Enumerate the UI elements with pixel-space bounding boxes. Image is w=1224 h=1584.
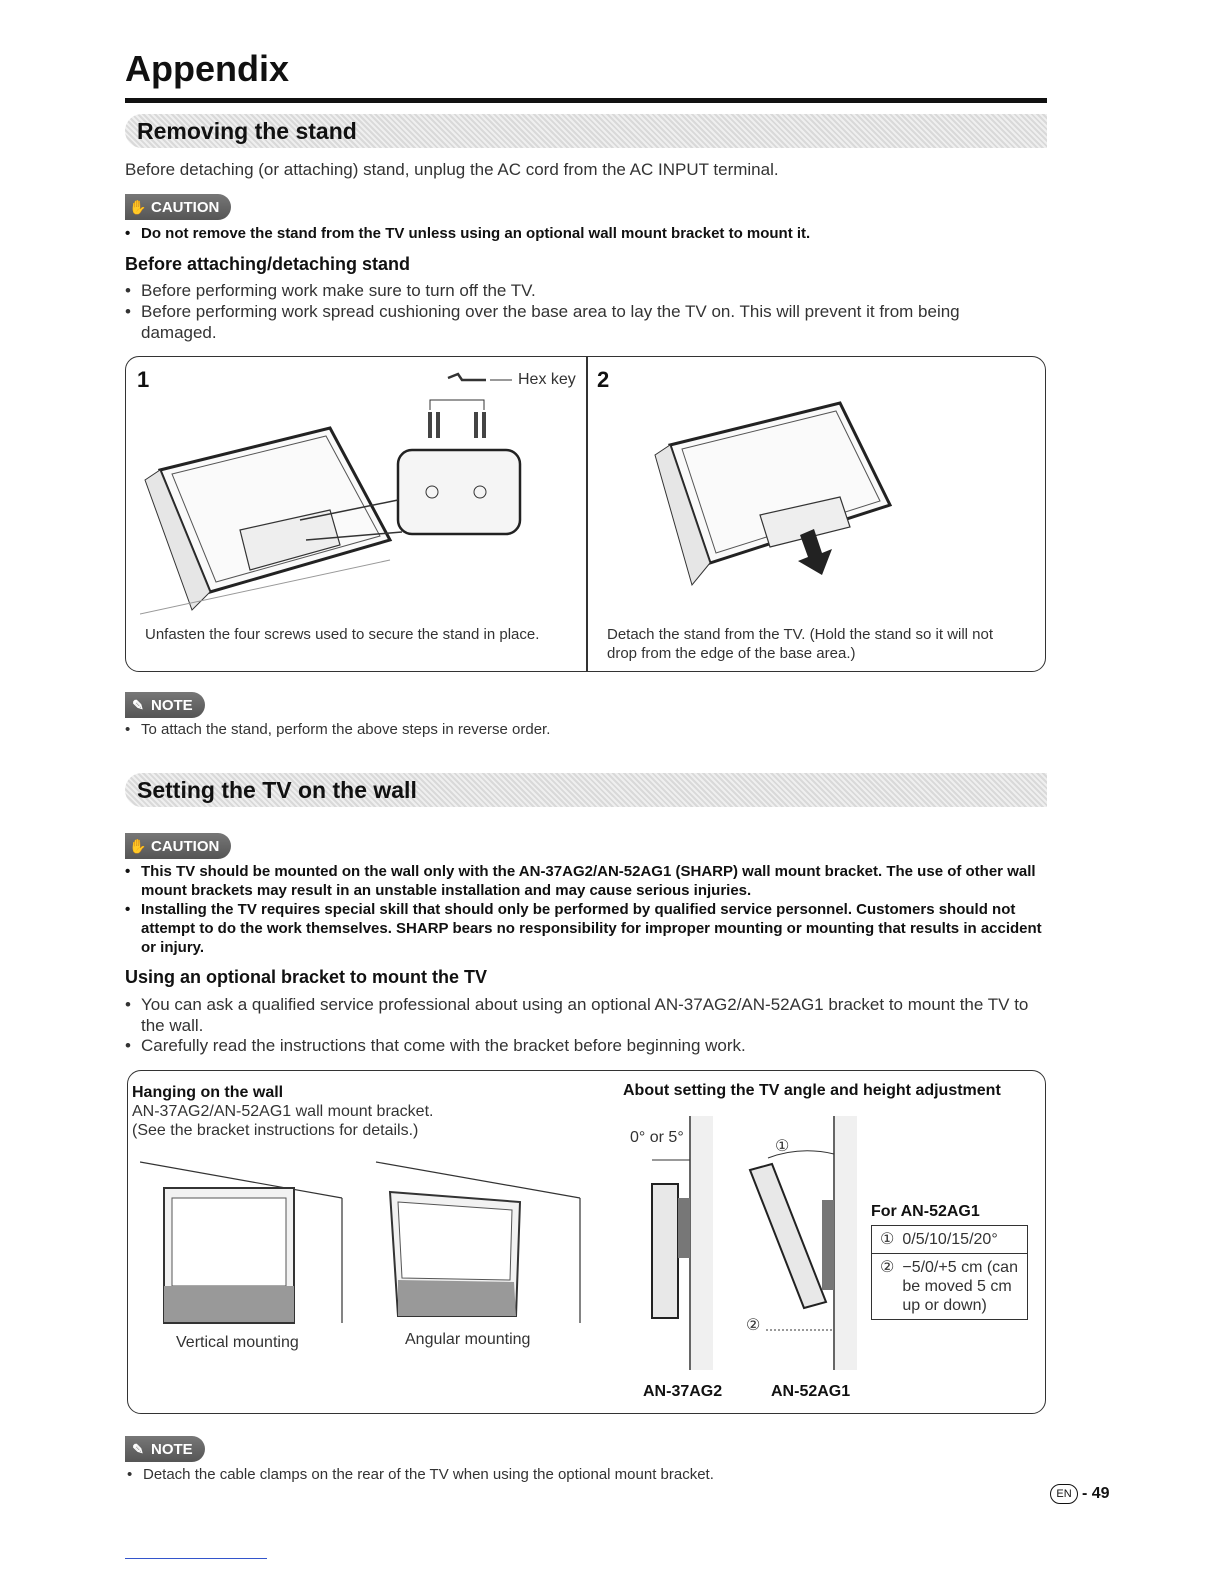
caution-item: • Installing the TV requires special skill that should only be performed by qualified service personnel. Customers should not attempt to do the work themselves. SHARP bears no responsibility for improper mounting or mounting that results in accident or injury.	[125, 900, 1045, 957]
angular-mount-label: Angular mounting	[405, 1331, 531, 1348]
angle-illustration	[640, 1108, 870, 1378]
pencil-icon: ✎	[132, 1440, 144, 1457]
hex-key-label: Hex key	[518, 371, 576, 388]
angle-title: About setting the TV angle and height adjustment	[623, 1082, 1001, 1099]
caution-label: CAUTION	[151, 198, 220, 216]
section-heading-removing: Removing the stand	[137, 117, 357, 144]
vertical-mount-icon	[140, 1162, 342, 1323]
hanging-title: Hanging on the wall	[132, 1084, 284, 1101]
caution-badge	[125, 194, 231, 220]
step2-illustration	[600, 395, 1020, 605]
steps-divider	[586, 357, 588, 671]
subheading-using-bracket: Using an optional bracket to mount the TV	[125, 967, 488, 987]
caution-item: • Do not remove the stand from the TV unless using an optional wall mount bracket to mount it.	[125, 224, 1025, 243]
note-label: NOTE	[151, 1440, 193, 1458]
tv-back-icon	[140, 428, 390, 614]
table-marker: ①	[880, 1231, 895, 1248]
model-label: AN-52AG1	[771, 1383, 851, 1400]
step1-illustration	[140, 370, 580, 620]
mounting-illustrations	[140, 1158, 590, 1333]
removing-intro: Before detaching (or attaching) stand, unplug the AC cord from the AC INPUT terminal.	[125, 160, 779, 179]
vertical-mount-label: Vertical mounting	[176, 1334, 299, 1351]
note-item: • To attach the stand, perform the above steps in reverse order.	[125, 719, 550, 740]
angular-mount-icon	[376, 1162, 580, 1323]
angle-value-label: 0° or 5°	[630, 1129, 684, 1146]
caution-hand-icon: ✋	[129, 198, 147, 215]
caution-item: • This TV should be mounted on the wall only with the AN-37AG2/AN-52AG1 (SHARP) wall mount bracket. The use of other wall mount brackets may result in an unstable installation and may cause serious injuries.	[125, 862, 1045, 900]
title-rule	[125, 98, 1047, 103]
bottom-rule	[125, 1558, 267, 1559]
bullet-item: • Before performing work spread cushioning over the base area to lay the TV on. This will prevent it from being damaged.	[125, 301, 1025, 343]
step-number: 1	[137, 367, 150, 392]
tv-back-icon	[655, 403, 890, 585]
table-row	[872, 1254, 1027, 1319]
section-bar-removing	[125, 114, 1047, 148]
hex-key-icon	[448, 374, 512, 380]
section-heading-wall: Setting the TV on the wall	[137, 776, 417, 803]
page-number	[1050, 1484, 1110, 1504]
note-label: NOTE	[151, 696, 193, 714]
bullet-item: • Before performing work make sure to turn off the TV.	[125, 280, 1025, 301]
bullet-item: • You can ask a qualified service professional about using an optional AN-37AG2/AN-52AG1 bracket to mount the TV to the wall.	[125, 994, 1050, 1036]
down-arrow-icon	[798, 529, 832, 575]
marker-one: ①	[775, 1138, 790, 1155]
note-badge	[125, 692, 205, 718]
note-item: • Detach the cable clamps on the rear of the TV when using the optional mount bracket.	[127, 1464, 714, 1485]
step1-caption: Unfasten the four screws used to secure the stand in place.	[145, 626, 540, 643]
step-number: 2	[597, 367, 610, 392]
caution-label: CAUTION	[151, 837, 220, 855]
table-marker: ②	[880, 1259, 895, 1276]
note-badge	[125, 1436, 205, 1462]
table-row	[872, 1226, 1027, 1254]
adjustment-table	[871, 1225, 1028, 1320]
tv-side-tilted-icon	[750, 1164, 834, 1308]
screws-icon	[428, 400, 486, 438]
caution-hand-icon: ✋	[129, 837, 147, 854]
marker-two: ②	[746, 1317, 761, 1334]
pencil-icon: ✎	[132, 696, 144, 713]
page-label: - 49	[1082, 1485, 1110, 1502]
page-title: Appendix	[125, 48, 290, 89]
table-value: −5/0/+5 cm (can be moved 5 cm up or down)	[902, 1259, 1018, 1314]
table-value: 0/5/10/15/20°	[902, 1231, 998, 1248]
hanging-line1: AN-37AG2/AN-52AG1 wall mount bracket.	[132, 1103, 434, 1120]
table-title: For AN-52AG1	[871, 1203, 980, 1220]
bullet-item: • Carefully read the instructions that come with the bracket before beginning work.	[125, 1035, 1050, 1056]
subheading-before-attaching: Before attaching/detaching stand	[125, 254, 411, 274]
model-label: AN-37AG2	[643, 1383, 723, 1400]
caution-badge	[125, 833, 231, 859]
section-bar-wall	[125, 773, 1047, 807]
lang-badge: EN	[1050, 1484, 1078, 1504]
step2-caption: Detach the stand from the TV. (Hold the stand so it will not drop from the edge of the base area.)	[607, 626, 994, 662]
hanging-line2: (See the bracket instructions for details.)	[132, 1122, 419, 1139]
tv-side-vertical-icon	[652, 1184, 690, 1318]
